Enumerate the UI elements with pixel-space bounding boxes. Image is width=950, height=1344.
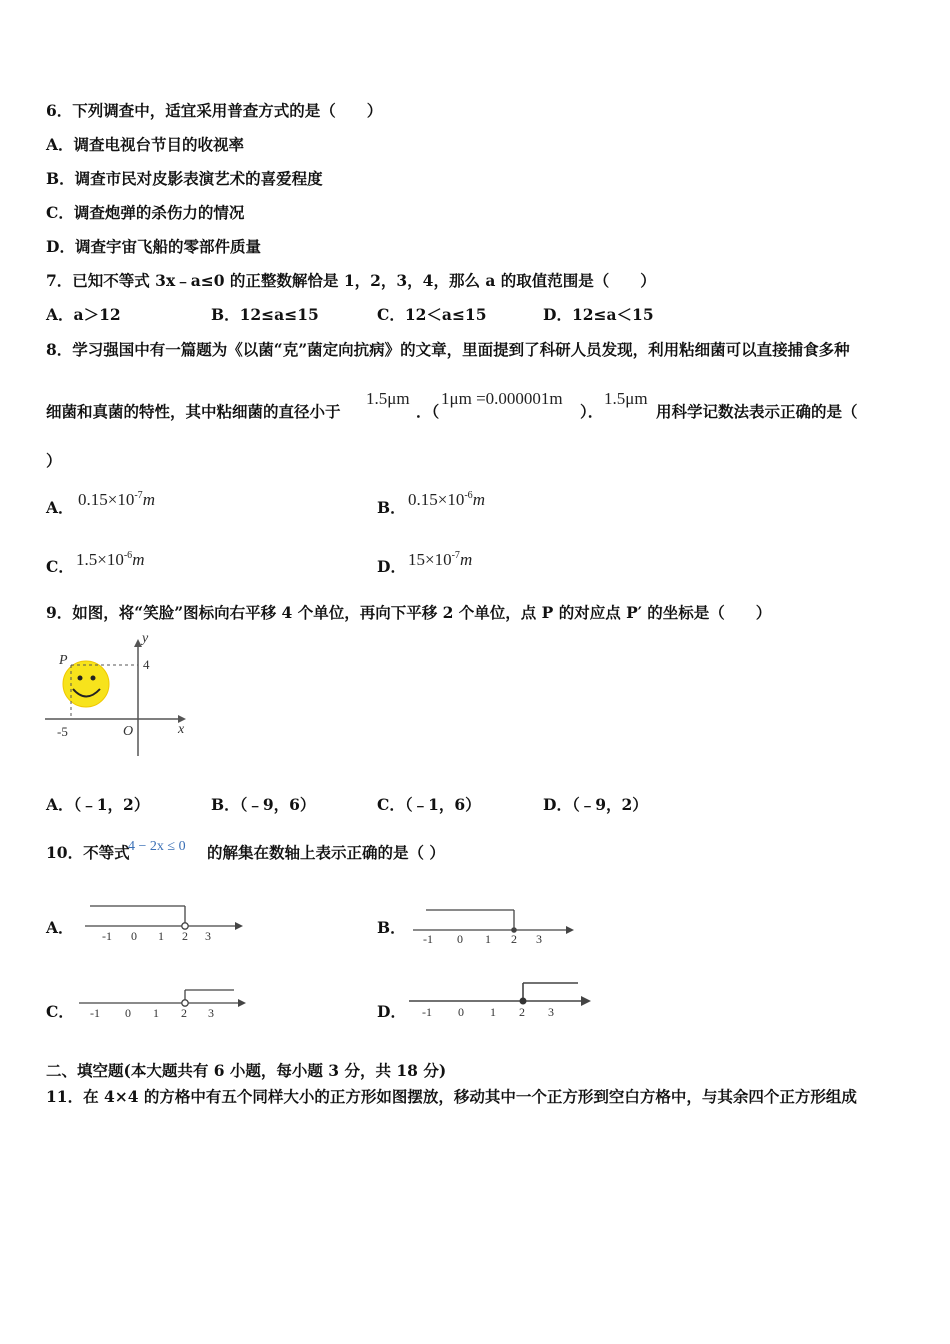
x-tick-label: -5 xyxy=(57,724,68,739)
q8-stem-line2-a: 细菌和真菌的特性，其中粘细菌的直径小于 xyxy=(46,402,341,421)
q8-option-b-exp: -6 xyxy=(464,490,473,501)
q7-option-c: C．12＜a≤15 xyxy=(377,305,487,324)
closed-endpoint xyxy=(520,998,527,1005)
number-line-arrow xyxy=(238,999,246,1007)
tick-label-2: 2 xyxy=(181,1006,187,1020)
tick-label-minus1: -1 xyxy=(102,929,112,943)
origin-label: O xyxy=(123,724,134,739)
q7-option-a: A．a＞12 xyxy=(46,305,121,324)
q10-option-c-label: C． xyxy=(46,1002,74,1021)
q8-option-a-value xyxy=(78,486,155,510)
q8-option-b-label: B． xyxy=(377,498,406,517)
q9-option-d: D．（﹣9，2） xyxy=(543,795,648,814)
q8-option-c-value xyxy=(76,546,144,570)
q7-option-d: D．12≤a＜15 xyxy=(543,305,654,324)
tick-label-1: 1 xyxy=(490,1005,496,1019)
tick-label-2: 2 xyxy=(511,932,517,946)
q8-option-c-unit: m xyxy=(132,550,145,569)
q10-option-b-label: B． xyxy=(377,918,406,937)
q8-stem-line3: ） xyxy=(46,451,62,470)
x-axis-label: x xyxy=(178,722,185,737)
smiley-right-eye xyxy=(91,676,96,681)
q6-option-b: B．调查市民对皮影表演艺术的喜爱程度 xyxy=(46,169,323,188)
tick-label-minus1: -1 xyxy=(90,1006,100,1020)
tick-label-0: 0 xyxy=(131,929,137,943)
q10-option-d-number-line xyxy=(406,975,601,1025)
q8-option-a-label: A． xyxy=(46,498,74,517)
number-line-arrow xyxy=(581,996,591,1006)
tick-label-0: 0 xyxy=(458,1005,464,1019)
q8-sep-1: ．（ xyxy=(416,402,440,421)
q6-stem: 6．下列调查中，适宜采用普查方式的是（ ） xyxy=(46,101,383,120)
q10-option-a-label: A． xyxy=(46,918,74,937)
tick-label-1: 1 xyxy=(485,932,491,946)
q9-coordinate-figure xyxy=(40,628,200,763)
number-line-arrow xyxy=(235,922,243,930)
q7-stem: 7．已知不等式 3x﹣a≤0 的正整数解恰是 1，2，3，4，那么 a 的取值范围是（ ） xyxy=(46,271,656,290)
q8-option-a-unit: m xyxy=(142,490,155,509)
q8-formula-3: 1.5μm xyxy=(604,389,648,408)
y-axis-arrow xyxy=(134,639,142,647)
section-2-heading: 二、填空题(本大题共有 6 小题，每小题 3 分，共 18 分) xyxy=(46,1061,447,1080)
q9-option-c: C．（﹣1，6） xyxy=(377,795,481,814)
tick-label-minus1: -1 xyxy=(423,932,433,946)
q8-stem-line1: 8．学习强国中有一篇题为《以菌“克”菌定向抗病》的文章，里面提到了科研人员发现，利用粘细菌可以直接捕食多种 xyxy=(46,340,850,359)
q9-option-b: B．（﹣9，6） xyxy=(211,795,316,814)
q8-formula-2: 1μm =0.000001m xyxy=(441,389,563,408)
q8-option-b-mantissa: 0.15×10 xyxy=(408,490,465,509)
q6-option-a: A．调查电视台节目的收视率 xyxy=(46,135,245,154)
tick-label-2: 2 xyxy=(182,929,188,943)
q10-option-c-number-line xyxy=(76,980,256,1030)
q9-option-a: A．（﹣1，2） xyxy=(46,795,150,814)
q10-stem-b: 的解集在数轴上表示正确的是（ ） xyxy=(207,843,445,862)
q8-option-b-value xyxy=(408,486,485,510)
q8-option-b-unit: m xyxy=(472,490,485,509)
smiley-left-eye xyxy=(78,676,83,681)
q10-formula: 4 − 2x ≤ 0 xyxy=(128,839,186,854)
tick-label-3: 3 xyxy=(548,1005,554,1019)
smiley-face-icon xyxy=(63,661,109,707)
q10-option-b-number-line xyxy=(408,898,583,948)
tick-label-3: 3 xyxy=(208,1006,214,1020)
q8-sep-2: ）． xyxy=(580,402,604,421)
q10-stem-a: 10．不等式 xyxy=(46,843,130,862)
q8-option-a-mantissa: 0.15×10 xyxy=(78,490,135,509)
point-p-label: P xyxy=(59,653,68,668)
q10-option-a-number-line xyxy=(80,898,250,948)
y-tick-label: 4 xyxy=(143,657,150,672)
q7-option-b: B．12≤a≤15 xyxy=(211,305,319,324)
tick-label-2: 2 xyxy=(519,1005,525,1019)
q8-formula-1: 1.5μm xyxy=(366,389,410,408)
q6-option-c: C．调查炮弹的杀伤力的情况 xyxy=(46,203,245,222)
tick-label-minus1: -1 xyxy=(422,1005,432,1019)
q8-option-d-value xyxy=(408,546,472,570)
q8-option-c-exp: -6 xyxy=(123,550,133,561)
q8-option-a-exp: -7 xyxy=(134,490,143,501)
q8-option-d-exp: -7 xyxy=(451,550,460,561)
tick-label-1: 1 xyxy=(158,929,164,943)
q8-option-d-mantissa: 15×10 xyxy=(408,550,452,569)
tick-label-3: 3 xyxy=(205,929,211,943)
q8-stem-line2-b: 用科学记数法表示正确的是（ xyxy=(656,402,858,421)
tick-label-0: 0 xyxy=(457,932,463,946)
q6-option-d: D．调查宇宙飞船的零部件质量 xyxy=(46,237,261,256)
q10-option-d-label: D． xyxy=(377,1002,406,1021)
q11-stem: 11．在 4×4 的方格中有五个同样大小的正方形如图摆放，移动其中一个正方形到空白方格中，与其余四个正方形组成 xyxy=(46,1087,857,1106)
q8-option-c-mantissa: 1.5×10 xyxy=(76,550,124,569)
tick-label-3: 3 xyxy=(536,932,542,946)
q9-stem: 9．如图，将“笑脸”图标向右平移 4 个单位，再向下平移 2 个单位，点 P 的对应点 P′ 的坐标是（ ） xyxy=(46,603,772,622)
number-line-arrow xyxy=(566,926,574,934)
y-axis-label: y xyxy=(142,631,149,646)
tick-label-1: 1 xyxy=(153,1006,159,1020)
q8-option-c-label: C． xyxy=(46,557,74,576)
q8-option-d-label: D． xyxy=(377,557,406,576)
q8-option-d-unit: m xyxy=(459,550,473,569)
tick-label-0: 0 xyxy=(125,1006,131,1020)
